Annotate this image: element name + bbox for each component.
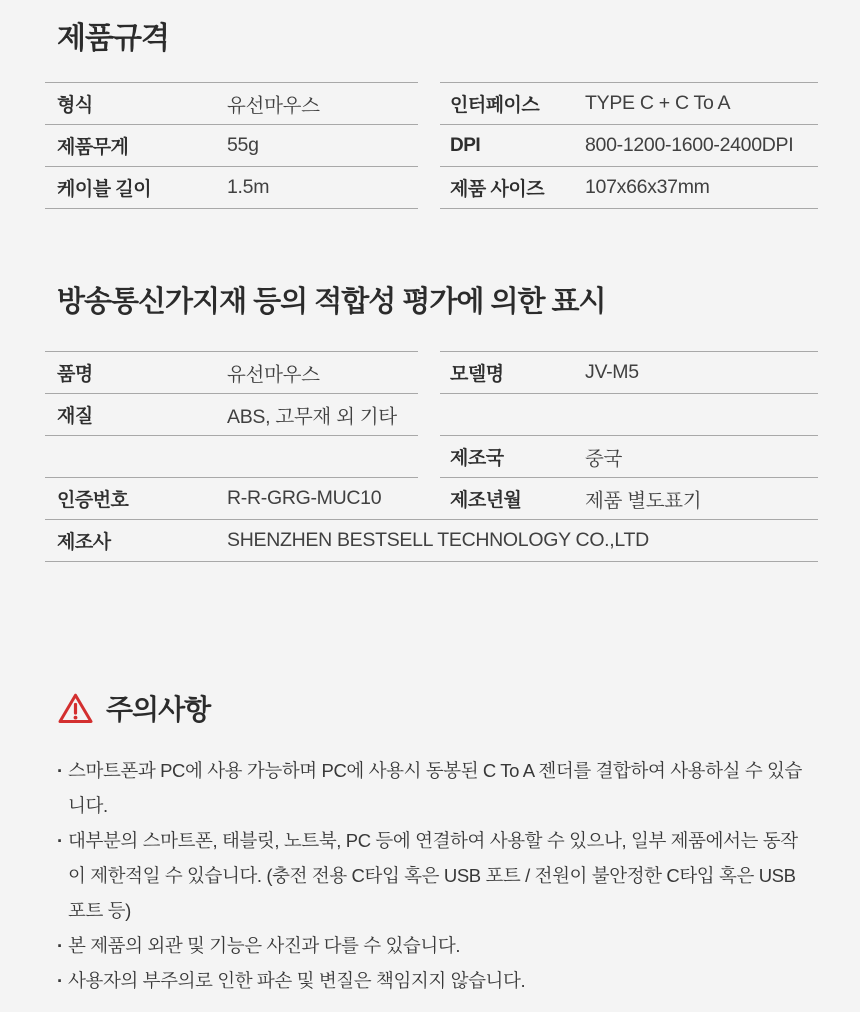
table-row [440,477,818,519]
table-row-empty [45,435,418,477]
row-label: 인터페이스 [450,95,540,116]
table-row [45,351,418,393]
spec-table-left [45,82,418,209]
row-label: 제품무게 [57,137,129,158]
row-label: DPI [450,134,481,156]
row-value: R-R-GRG-MUC10 [227,487,382,509]
table-row-empty [440,393,818,435]
caution-section-title: 주의사항 [106,694,211,725]
caution-list-item: · 사용자의 부주의로 인한 파손 및 변질은 책임지지 않습니다. [57,963,815,998]
table-row [440,435,818,477]
table-row [45,166,418,208]
row-label: 재질 [57,406,93,427]
table-row [45,82,418,124]
row-label: 제조국 [450,448,504,469]
caution-list-item: · 스마트폰과 PC에 사용 가능하며 PC에 사용시 동봉된 C To A 젠더를 결합하여 사용하실 수 있습니다. [57,753,815,823]
caution-list-item: · 대부분의 스마트폰, 태블릿, 노트북, PC 등에 연결하여 사용할 수 있으나, 일부 제품에서는 동작이 제한적일 수 있습니다. (충전 전용 C타입 혹은 USB 포트 / 전원이 불안정한 C타입 혹은 USB 포트 등) [57,823,815,928]
row-label: 제품 사이즈 [450,179,545,200]
row-value: 800-1200-1600-2400DPI [585,134,794,156]
row-label: 모델명 [450,364,504,385]
row-value: 107x66x37mm [585,176,710,198]
row-value: 제품 별도표기 [585,489,702,512]
spec-table-right [440,82,818,209]
caution-list-item: · 본 제품의 외관 및 기능은 사진과 다를 수 있습니다. [57,928,815,963]
row-label: 인증번호 [57,490,129,511]
spec-tables [45,82,818,209]
row-value: 1.5m [227,176,270,198]
warning-triangle-icon [57,692,94,725]
table-row [440,124,818,166]
table-row [440,82,818,124]
table-row [45,477,418,519]
row-value: TYPE C + C To A [585,92,731,114]
spec-section-title: 제품규격 [57,22,169,55]
table-row [440,351,818,393]
compliance-section-title: 방송통신가지재 등의 적합성 평가에 의한 표시 [57,286,606,318]
row-value: 55g [227,134,259,156]
compliance-tables [45,351,818,519]
table-row [45,124,418,166]
row-label: 제조년월 [450,490,522,511]
row-label: 품명 [57,364,93,385]
row-value: 중국 [585,447,623,470]
compliance-table-left [45,351,418,519]
row-label: 케이블 길이 [57,179,152,200]
row-value: ABS, 고무재 외 기타 [227,405,397,428]
manufacturer-row [45,519,818,562]
row-value: JV-M5 [585,361,639,383]
caution-list [57,753,815,998]
row-value: 유선마우스 [227,363,320,386]
caution-header [57,688,860,728]
table-row [440,166,818,208]
compliance-table-right [440,351,818,519]
row-value: SHENZHEN BESTSELL TECHNOLOGY CO.,LTD [227,529,649,551]
row-value: 유선마우스 [227,94,320,117]
row-label: 제조사 [57,532,111,553]
table-row [45,393,418,435]
row-label: 형식 [57,95,93,116]
